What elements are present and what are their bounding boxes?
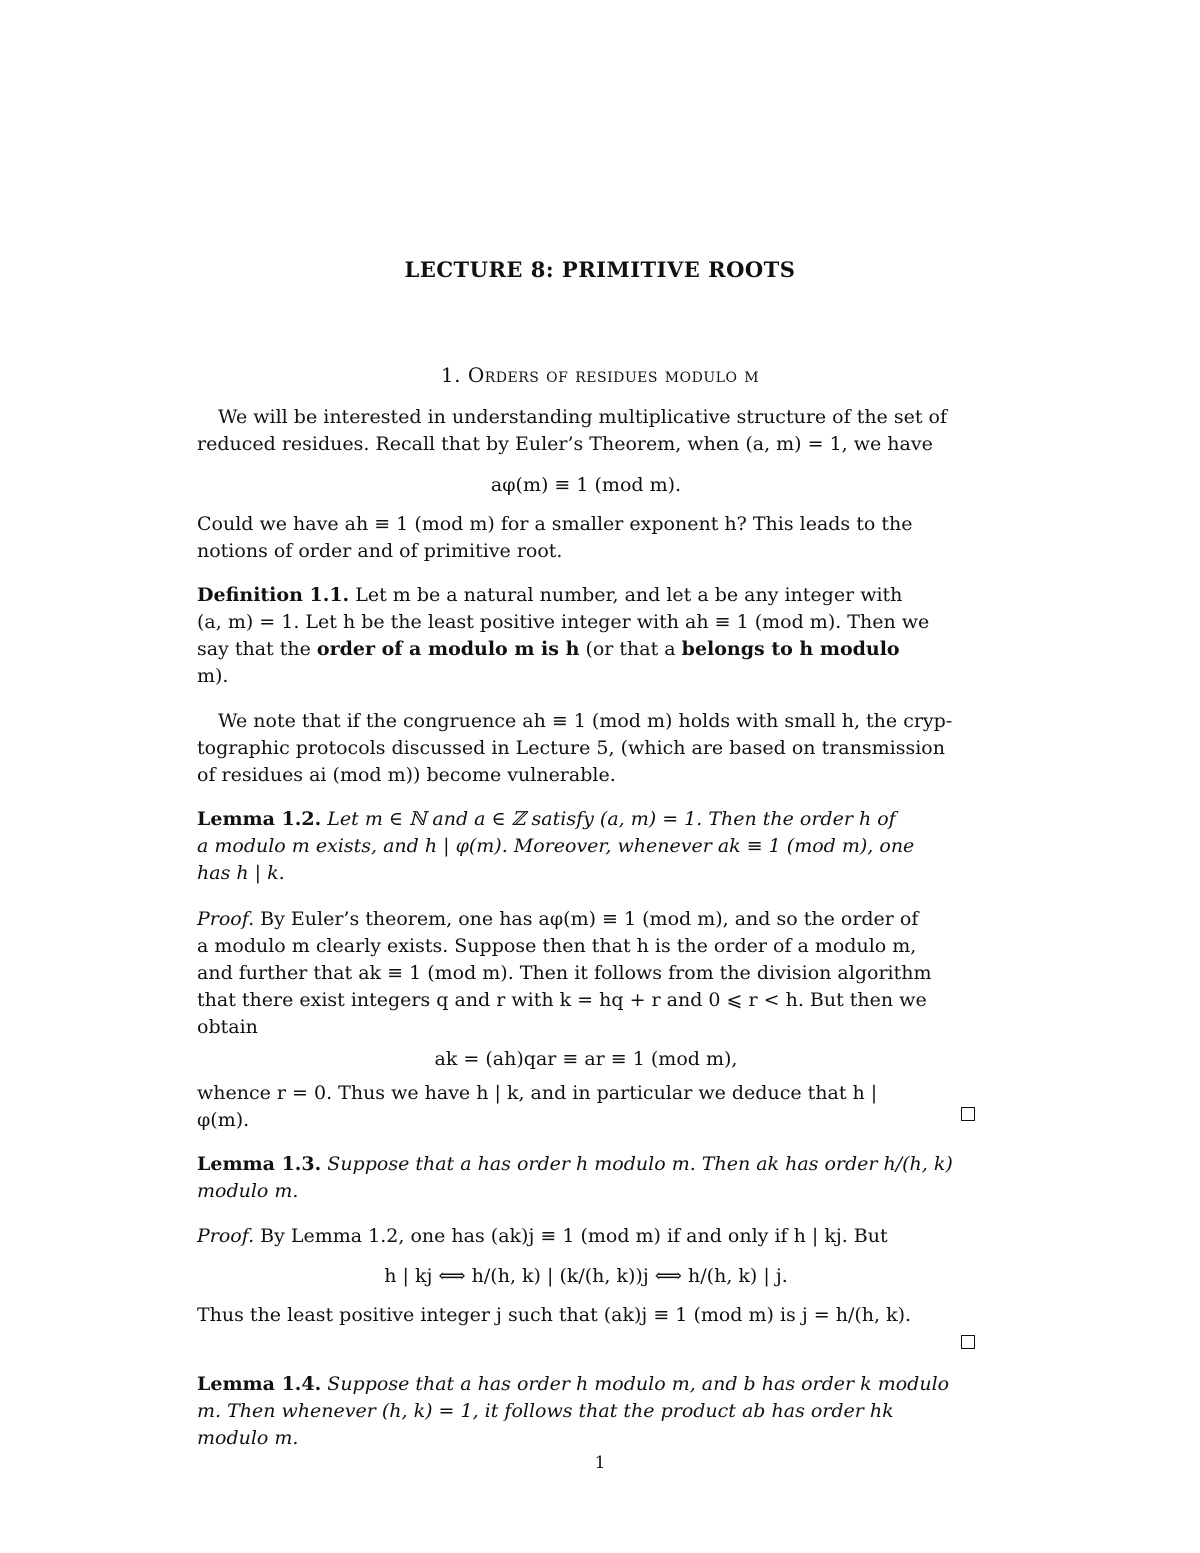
proof-text: Thus the least positive integer j such that (ak)j ≡ 1 (mod m) is j = h/(h, k). [197, 1304, 912, 1326]
proof-equation: h | kj ⟺ h/(h, k) | (k/(h, k))j ⟺ h/(h, k) | j. [384, 1265, 788, 1287]
lemma-label: Lemma 1.4. [197, 1373, 322, 1395]
definition-bold-term: belongs to h modulo [681, 638, 900, 660]
lemma-text: modulo m. [197, 1180, 299, 1202]
definition-text: m). [197, 665, 229, 687]
question-paragraph [197, 511, 975, 565]
proof-label: Proof. [197, 1225, 255, 1247]
note-line: tographic protocols discussed in Lecture 5, (which are based on transmission [197, 737, 945, 759]
proof-1-2-end [197, 1080, 975, 1134]
proof-text: φ(m). [197, 1109, 250, 1131]
proof-text: a modulo m clearly exists. Suppose then that h is the order of a modulo m, [197, 935, 917, 957]
proof-text: By Euler’s theorem, one has aφ(m) ≡ 1 (mod m), and so the order of [254, 908, 919, 930]
definition-text: Let m be a natural number, and let a be any integer with [349, 584, 903, 606]
note-line: of residues ai (mod m)) become vulnerable. [197, 764, 616, 786]
note-line: We note that if the congruence ah ≡ 1 (mod m) holds with small h, the cryp- [218, 710, 953, 732]
intro-line: We will be interested in understanding multiplicative structure of the set of [218, 406, 947, 428]
definition-label: Definition 1.1. [197, 584, 350, 606]
proof-1-2 [197, 906, 975, 1041]
lemma-label: Lemma 1.2. [197, 808, 322, 830]
page-title: LECTURE 8: PRIMITIVE ROOTS [404, 257, 796, 282]
definition-text: (a, m) = 1. Let h be the least positive integer with ah ≡ 1 (mod m). Then we [197, 611, 930, 633]
intro-line: reduced residues. Recall that by Euler’s Theorem, when (a, m) = 1, we have [197, 433, 933, 455]
proof-equation: ak = (ah)qar ≡ ar ≡ 1 (mod m), [434, 1048, 738, 1070]
proof-text: that there exist integers q and r with k = hq + r and 0 ⩽ r < h. But then we [197, 989, 927, 1011]
proof-text: and further that ak ≡ 1 (mod m). Then it follows from the division algorithm [197, 962, 932, 984]
lemma-text: a modulo m exists, and h | φ(m). Moreover, whenever ak ≡ 1 (mod m), one [197, 835, 915, 857]
definition-text: (or that a [579, 638, 682, 660]
lemma-text: modulo m. [197, 1427, 299, 1449]
definition-bold-term: order of a modulo m is h [316, 638, 580, 660]
euler-equation: aφ(m) ≡ 1 (mod m). [490, 474, 682, 496]
proof-text: whence r = 0. Thus we have h | k, and in particular we deduce that h | [197, 1082, 878, 1104]
question-line: notions of order and of primitive root. [197, 540, 563, 562]
lemma-text: Suppose that a has order h modulo m. Then ak has order h/(h, k) [321, 1153, 953, 1175]
proof-1-3 [197, 1223, 975, 1250]
proof-text: By Lemma 1.2, one has (ak)j ≡ 1 (mod m) if and only if h | kj. But [254, 1225, 888, 1247]
proof-text: obtain [197, 1016, 258, 1038]
page-number: 1 [594, 1453, 606, 1473]
lemma-label: Lemma 1.3. [197, 1153, 322, 1175]
proof-label: Proof. [197, 908, 255, 930]
qed-box-icon [961, 1107, 975, 1121]
definition-text: say that the [197, 638, 317, 660]
lemma-1-3 [197, 1151, 975, 1205]
lemma-text: Suppose that a has order h modulo m, and b has order k modulo [321, 1373, 950, 1395]
lemma-1-4 [197, 1371, 975, 1452]
qed-box-icon [961, 1335, 975, 1349]
note-paragraph [197, 708, 975, 789]
question-line: Could we have ah ≡ 1 (mod m) for a smaller exponent h? This leads to the [197, 513, 913, 535]
proof-1-3-end [197, 1302, 975, 1356]
section-heading: 1. Orders of residues modulo m [440, 363, 760, 387]
lemma-1-2 [197, 806, 975, 887]
intro-paragraph [197, 404, 975, 458]
lemma-text: m. Then whenever (h, k) = 1, it follows that the product ab has order hk [197, 1400, 894, 1422]
definition-1-1 [197, 582, 975, 690]
lemma-text: Let m ∈ ℕ and a ∈ ℤ satisfy (a, m) = 1. Then the order h of [321, 808, 896, 830]
lemma-text: has h | k. [197, 862, 285, 884]
